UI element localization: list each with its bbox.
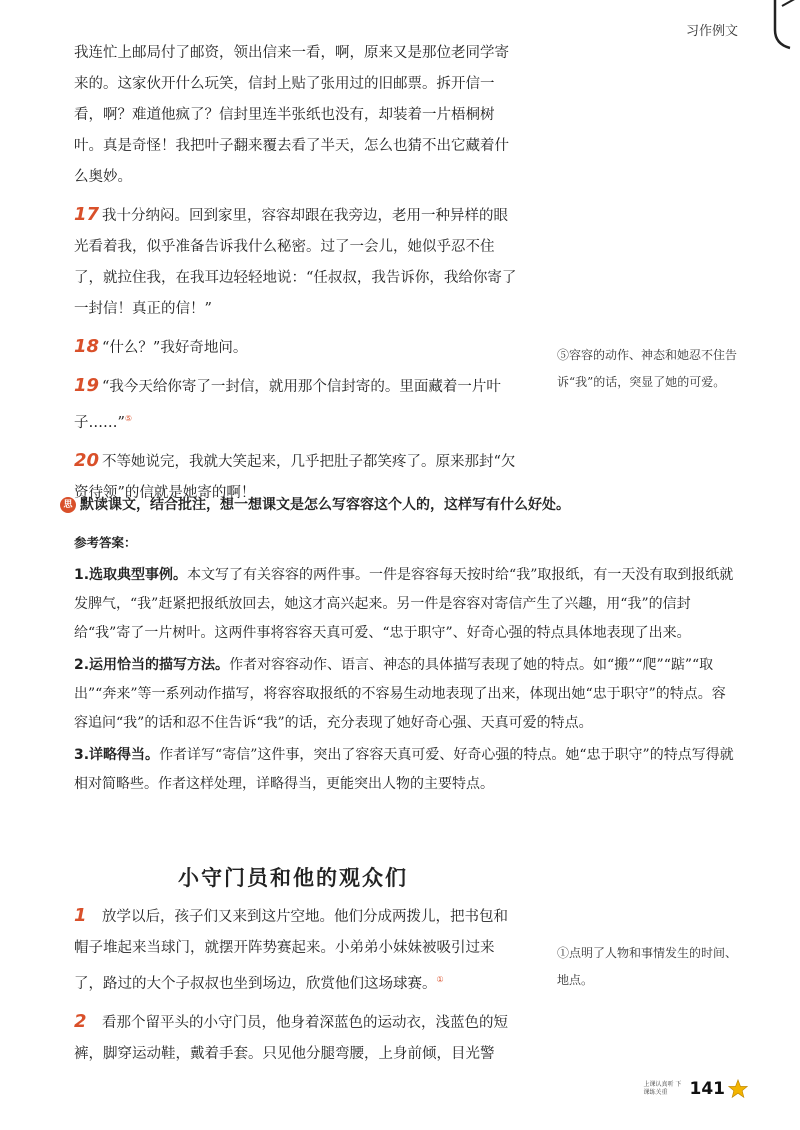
- answer-point-1: [74, 561, 738, 648]
- answer-point-heading: 3.详略得当。: [74, 747, 160, 763]
- paragraph-text: 放学以后，孩子们又来到这片空地。他们分成两拨儿，把书包和帽子堆起来当球门，就摆开阵势赛起来。小弟弟小妹妹被吸引过来了，路过的大个子叔叔也坐到场边，欣赏他们这场球赛。: [74, 909, 508, 992]
- paragraph-text: “我今天给你寄了一封信，就用那个信封寄的。里面藏着一片叶子……”: [74, 379, 501, 431]
- section-label: 习作例文: [685, 24, 738, 39]
- page-footer: [644, 1078, 749, 1100]
- side-annotation-5: ⑤容容的动作、神态和她忍不住告诉“我”的话，突显了她的可爱。: [557, 348, 738, 389]
- paragraph-text: 不等她说完，我就大笑起来，几乎把肚子都笑疼了。原来那封“欠资待领”的信就是她寄的啊！: [74, 453, 516, 501]
- task-text: 默读课文，结合批注，想一想课文是怎么写容容这个人的，这样写有什么好处。: [80, 497, 570, 513]
- paragraph-number: 18: [74, 336, 100, 357]
- article-paragraph-1: [74, 900, 518, 1000]
- side-annotation-1: ①点明了人物和事情发生的时间、地点。: [557, 946, 738, 987]
- star-icon: [728, 1079, 748, 1099]
- answer-point-text: 作者对容容动作、语言、神态的具体描写表现了她的特点。如“搬”“爬”“踮”“取出”“奔来”等一系列动作描写，将容容取报纸的不容易生动地表现了出来，体现出她“忠于职守”的特点。容容追问“我”的话和忍不住告诉“我”的话，充分表现了她好奇心强、天真可爱的特点。: [74, 657, 726, 731]
- annotation-marker: ①: [436, 975, 444, 984]
- paragraph-number: 20: [74, 449, 100, 471]
- answer-point-2: [74, 651, 738, 738]
- footer-slogan: 上课认真听 下课练关重: [643, 1081, 682, 1096]
- answer-point-3: [74, 741, 738, 799]
- article-title: 小守门员和他的观众们: [178, 866, 408, 890]
- annotation-marker: ⑤: [124, 414, 133, 423]
- paragraph-number: 2: [74, 1010, 87, 1032]
- reference-answer: [74, 528, 738, 802]
- think-icon: 思: [60, 497, 76, 513]
- page-number: 141: [689, 1079, 725, 1099]
- answer-label: 参考答案：: [74, 535, 137, 550]
- paragraph-number: 1: [74, 905, 87, 926]
- story-continuation: [74, 38, 518, 515]
- paragraph-number: 17: [74, 204, 100, 225]
- paragraph-19: [74, 370, 518, 439]
- second-article-body: [74, 900, 518, 1076]
- paragraph-number: 19: [74, 375, 100, 396]
- article-paragraph-2: [74, 1006, 518, 1070]
- paragraph-16-tail: [74, 38, 518, 193]
- answer-point-heading: 2.运用恰当的描写方法。: [74, 657, 230, 673]
- paragraph-text: 我连忙上邮局付了邮资，领出信来一看，啊，原来又是那位老同学寄来的。这家伙开什么玩笑，信封上贴了张用过的旧邮票。拆开信一看，啊？难道他疯了？信封里连半张纸也没有，却装着一片梧桐树叶。真是奇怪！我把叶子翻来覆去看了半天，怎么也猜不出它藏着什么奥妙。: [74, 45, 509, 185]
- paragraph-text: “什么？”我好奇地问。: [102, 340, 248, 356]
- answer-point-heading: 1.选取典型事例。: [74, 567, 188, 583]
- paragraph-17: [74, 199, 518, 325]
- paragraph-text: 看那个留平头的小守门员，他身着深蓝色的运动衣，浅蓝色的短裤，脚穿运动鞋，戴着手套。只见他分腿弯腰，上身前倾，目光警: [74, 1014, 508, 1062]
- reading-task: [60, 494, 740, 514]
- answer-point-text: 作者详写“寄信”这件事，突出了容容天真可爱、好奇心强的特点。她“忠于职守”的特点写得就相对简略些。作者这样处理，详略得当，更能突出人物的主要特点。: [74, 747, 734, 792]
- answer-point-text: 本文写了有关容容的两件事。一件是容容每天按时给“我”取报纸，有一天没有取到报纸就发脾气，“我”赶紧把报纸放回去，她这才高兴起来。另一件是容容对寄信产生了兴趣，用“我”的信封给“我”寄了一片树叶。这两件事将容容天真可爱、“忠于职守”、好奇心强的特点具体地表现了出来。: [74, 567, 734, 641]
- paragraph-text: 我十分纳闷。回到家里，容容却跟在我旁边，老用一种异样的眼光看着我，似乎准备告诉我什么秘密。过了一会儿，她似乎忍不住了，就拉住我，在我耳边轻轻地说：“任叔叔，我告诉你，我给你寄了一封信！真正的信！”: [74, 208, 517, 317]
- paragraph-18: [74, 331, 518, 364]
- page-corner-decoration: [720, 0, 800, 60]
